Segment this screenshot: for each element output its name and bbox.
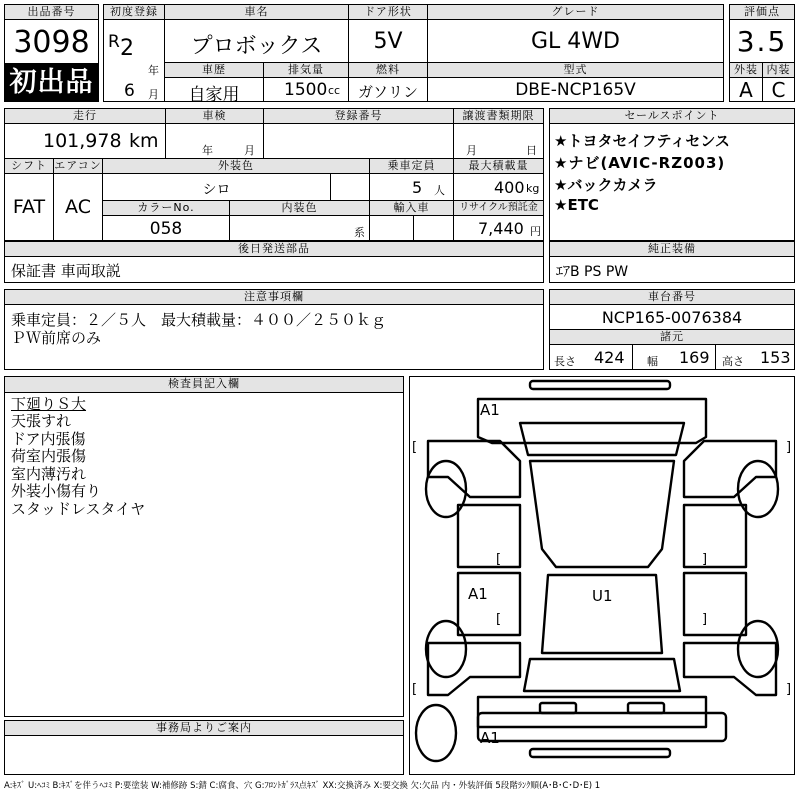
capacity: 5 <box>412 178 423 197</box>
history: 自家用 <box>188 85 240 105</box>
left-rear-wheel <box>426 621 466 677</box>
era-letter: R <box>108 32 120 52</box>
car-diagram-frame <box>409 376 795 775</box>
reg-month: 6 <box>124 81 135 101</box>
grade: GL 4WD <box>531 29 620 54</box>
front-outline <box>478 399 706 443</box>
later-parts-box <box>4 256 544 283</box>
equipment-label: 純正装備 <box>549 241 795 257</box>
fuel-box <box>348 77 428 102</box>
mid-bracket-right-2: ] <box>702 612 708 627</box>
shift-box <box>4 173 54 241</box>
max-load-unit: kg <box>526 182 540 195</box>
front-bumper-bar <box>530 381 670 389</box>
era-year: 2 <box>120 36 134 61</box>
exterior-grade-label: 外装 <box>729 62 763 78</box>
spare-wheel <box>416 705 456 761</box>
right-rear-fender <box>684 643 776 695</box>
sales-points-label: セールスポイント <box>549 108 795 124</box>
left-bracket-bottom: [ <box>412 682 418 697</box>
office-box <box>4 735 404 775</box>
inspector-line-2: 天張すれ <box>11 412 72 430</box>
mileage-box <box>4 123 166 159</box>
mid-bracket-left: [ <box>496 552 502 567</box>
max-load-label: 最大積載量 <box>453 158 544 174</box>
exterior-grade-box <box>729 77 763 102</box>
inspector-line-5: 室内薄汚れ <box>11 465 87 483</box>
exterior-grade: A <box>739 78 753 102</box>
car-name-box <box>164 19 349 63</box>
chassis-label: 車台番号 <box>549 289 795 305</box>
ext-color-extra-box <box>330 173 370 201</box>
model-box <box>427 77 724 102</box>
displacement-unit: cc <box>328 84 341 97</box>
color-no-box <box>102 215 230 241</box>
lot-number-label: 出品番号 <box>4 4 99 20</box>
interior-grade-label: 内装 <box>762 62 795 78</box>
left-front-door <box>458 505 520 567</box>
import-extra-box <box>413 215 454 241</box>
inspector-label: 検査員記入欄 <box>4 376 404 393</box>
rear-bottom-bar <box>530 749 670 757</box>
mileage: 101,978 <box>43 130 122 152</box>
color-no: 058 <box>149 219 183 239</box>
chassis-box <box>549 304 795 330</box>
door-type-label: ドア形状 <box>348 4 428 20</box>
legend: A:ｷｽﾞ U:ﾍｺﾐ B:ｷｽﾞを伴うﾍｺﾐ P:要塗装 W:補修跡 S:錆 C:腐食、穴 G:ﾌﾛﾝﾄｶﾞﾗｽ点ｷｽﾞ XX:交換済み X:要交換 欠:欠品 内・外装評価 5段階ﾗﾝｸ順(A･B･C･D･E) 1 <box>4 781 601 791</box>
ext-color: シロ <box>202 182 231 198</box>
transfer-month-unit: 月 <box>466 144 477 157</box>
capacity-label: 乗車定員 <box>369 158 454 174</box>
displacement: 1500 <box>284 80 328 100</box>
mid-bracket-left-2: [ <box>496 612 502 627</box>
length-box <box>549 344 633 370</box>
int-color-box <box>229 215 370 241</box>
history-label: 車歴 <box>164 62 264 78</box>
transfer-box <box>453 123 544 159</box>
roof <box>530 461 674 567</box>
first-listing-badge: 初出品 <box>4 64 99 102</box>
door-type: 5V <box>373 29 403 54</box>
height-label: 高さ <box>722 355 744 368</box>
import-box <box>369 215 414 241</box>
ac-label: エアコン <box>54 159 102 172</box>
inspector-line-3: ドア内張傷 <box>11 430 86 448</box>
lot-number-box <box>4 19 99 64</box>
inspection-year-unit: 年 <box>202 144 213 157</box>
right-rear-door <box>684 573 746 635</box>
recycle-unit: 円 <box>530 225 541 238</box>
chassis-number: NCP165-0076384 <box>601 308 743 327</box>
first-registration-box <box>103 19 165 102</box>
inspector-box <box>4 392 404 717</box>
mileage-label: 走行 <box>4 108 166 124</box>
license-plate-left <box>540 703 576 713</box>
length: 424 <box>594 348 625 367</box>
inspection-label: 車検 <box>165 108 264 124</box>
height: 153 <box>760 348 791 367</box>
door-type-box <box>348 19 428 63</box>
right-front-door <box>684 505 746 567</box>
model-code: DBE-NCP165V <box>515 80 636 100</box>
mileage-unit: km <box>129 130 159 152</box>
first-registration-label: 初度登録 <box>103 4 165 20</box>
displacement-box <box>263 77 349 102</box>
sales-point-4: ★ETC <box>554 196 599 214</box>
left-bracket-top: [ <box>412 440 418 455</box>
fuel-label: 燃料 <box>348 62 428 78</box>
inspector-line-4: 荷室内張傷 <box>11 447 87 465</box>
ext-color-box <box>102 173 331 201</box>
width-label: 幅 <box>647 355 658 368</box>
recycle-fee: 7,440 <box>478 219 524 238</box>
width-box <box>632 344 716 370</box>
transfer-label: 譲渡書類期限 <box>453 108 544 124</box>
model-label: 型式 <box>427 62 724 78</box>
note-line-2: ＰＷ前席のみ <box>11 329 102 347</box>
recycle-label: リサイクル預託金 <box>453 200 544 216</box>
score-box <box>729 19 795 63</box>
ac-box <box>53 173 103 241</box>
license-plate-right <box>628 703 664 713</box>
lot-number: 3098 <box>13 25 90 60</box>
color-no-label: カラーNo. <box>102 200 230 216</box>
car-name: プロボックス <box>190 34 323 59</box>
later-parts-label: 後日発送部品 <box>4 241 544 257</box>
equipment-box <box>549 256 795 283</box>
inspection-box <box>165 123 264 159</box>
transfer-day-unit: 日 <box>526 144 537 157</box>
mark-roof-u1: U1 <box>592 587 613 605</box>
mark-rear-a1: A1 <box>480 729 500 747</box>
plate-label: 登録番号 <box>263 108 454 124</box>
ac: AC <box>65 196 91 218</box>
windshield <box>520 423 684 455</box>
mark-left-a1: A1 <box>468 585 488 603</box>
inspector-line-7: スタッドレスタイヤ <box>11 500 146 518</box>
sales-point-3: ★バックカメラ <box>554 176 658 194</box>
inspection-month-unit: 月 <box>244 144 255 157</box>
shift: FAT <box>12 196 46 218</box>
month-unit: 月 <box>148 88 159 101</box>
dims-label: 諸元 <box>549 329 795 345</box>
left-rear-door <box>458 573 520 635</box>
mark-front-a1: A1 <box>480 401 500 419</box>
history-box <box>164 77 264 105</box>
grade-box <box>427 19 724 63</box>
notes-box <box>4 304 544 370</box>
notes-label: 注意事項欄 <box>4 289 544 305</box>
length-label: 長さ <box>554 355 576 368</box>
right-rear-wheel <box>738 621 778 677</box>
office-label: 事務局よりご案内 <box>4 720 404 736</box>
inspector-line-1: 下廻りＳ大 <box>11 395 87 413</box>
interior-grade: C <box>771 78 786 102</box>
rear-window <box>524 659 680 691</box>
max-load-box <box>453 173 544 201</box>
sales-point-1: ★トヨタセイフティセンス <box>554 132 730 150</box>
shift-label: シフト <box>4 158 54 174</box>
int-color-label: 内装色 <box>229 200 370 216</box>
width: 169 <box>679 348 710 367</box>
displacement-label: 排気量 <box>263 62 349 78</box>
score: 3.5 <box>736 25 788 58</box>
recycle-box <box>453 215 544 241</box>
left-front-fender <box>428 441 520 497</box>
plate-box <box>263 123 454 159</box>
right-bracket-top: ] <box>786 440 792 455</box>
inspector-line-6: 外装小傷有り <box>11 482 102 500</box>
grade-label: グレード <box>427 4 724 20</box>
left-rear-fender <box>428 643 520 695</box>
int-color-unit: 系 <box>354 226 365 239</box>
sales-points-box <box>549 123 795 241</box>
note-line-1: 乗車定員：２／５人 最大積載量：４００／２５０ｋｇ <box>11 311 387 329</box>
fuel: ガソリン <box>357 83 418 101</box>
capacity-box <box>369 173 454 201</box>
height-box <box>715 344 795 370</box>
later-parts: 保証書 車両取説 <box>11 262 121 280</box>
import-label: 輸入車 <box>369 200 454 216</box>
mid-bracket-right: ] <box>702 552 708 567</box>
right-front-fender <box>684 441 776 497</box>
ext-color-label: 外装色 <box>102 158 370 174</box>
capacity-unit: 人 <box>434 184 445 197</box>
right-bracket-bottom: ] <box>786 682 792 697</box>
year-unit: 年 <box>148 64 159 77</box>
car-diagram <box>410 377 794 774</box>
interior-grade-box <box>762 77 795 102</box>
sales-point-2: ★ナビ(AVIC-RZ003) <box>554 154 726 172</box>
car-name-label: 車名 <box>164 4 349 20</box>
score-label: 評価点 <box>729 4 795 20</box>
equipment: ｴｱB PS PW <box>556 264 629 280</box>
max-load: 400 <box>494 178 525 197</box>
